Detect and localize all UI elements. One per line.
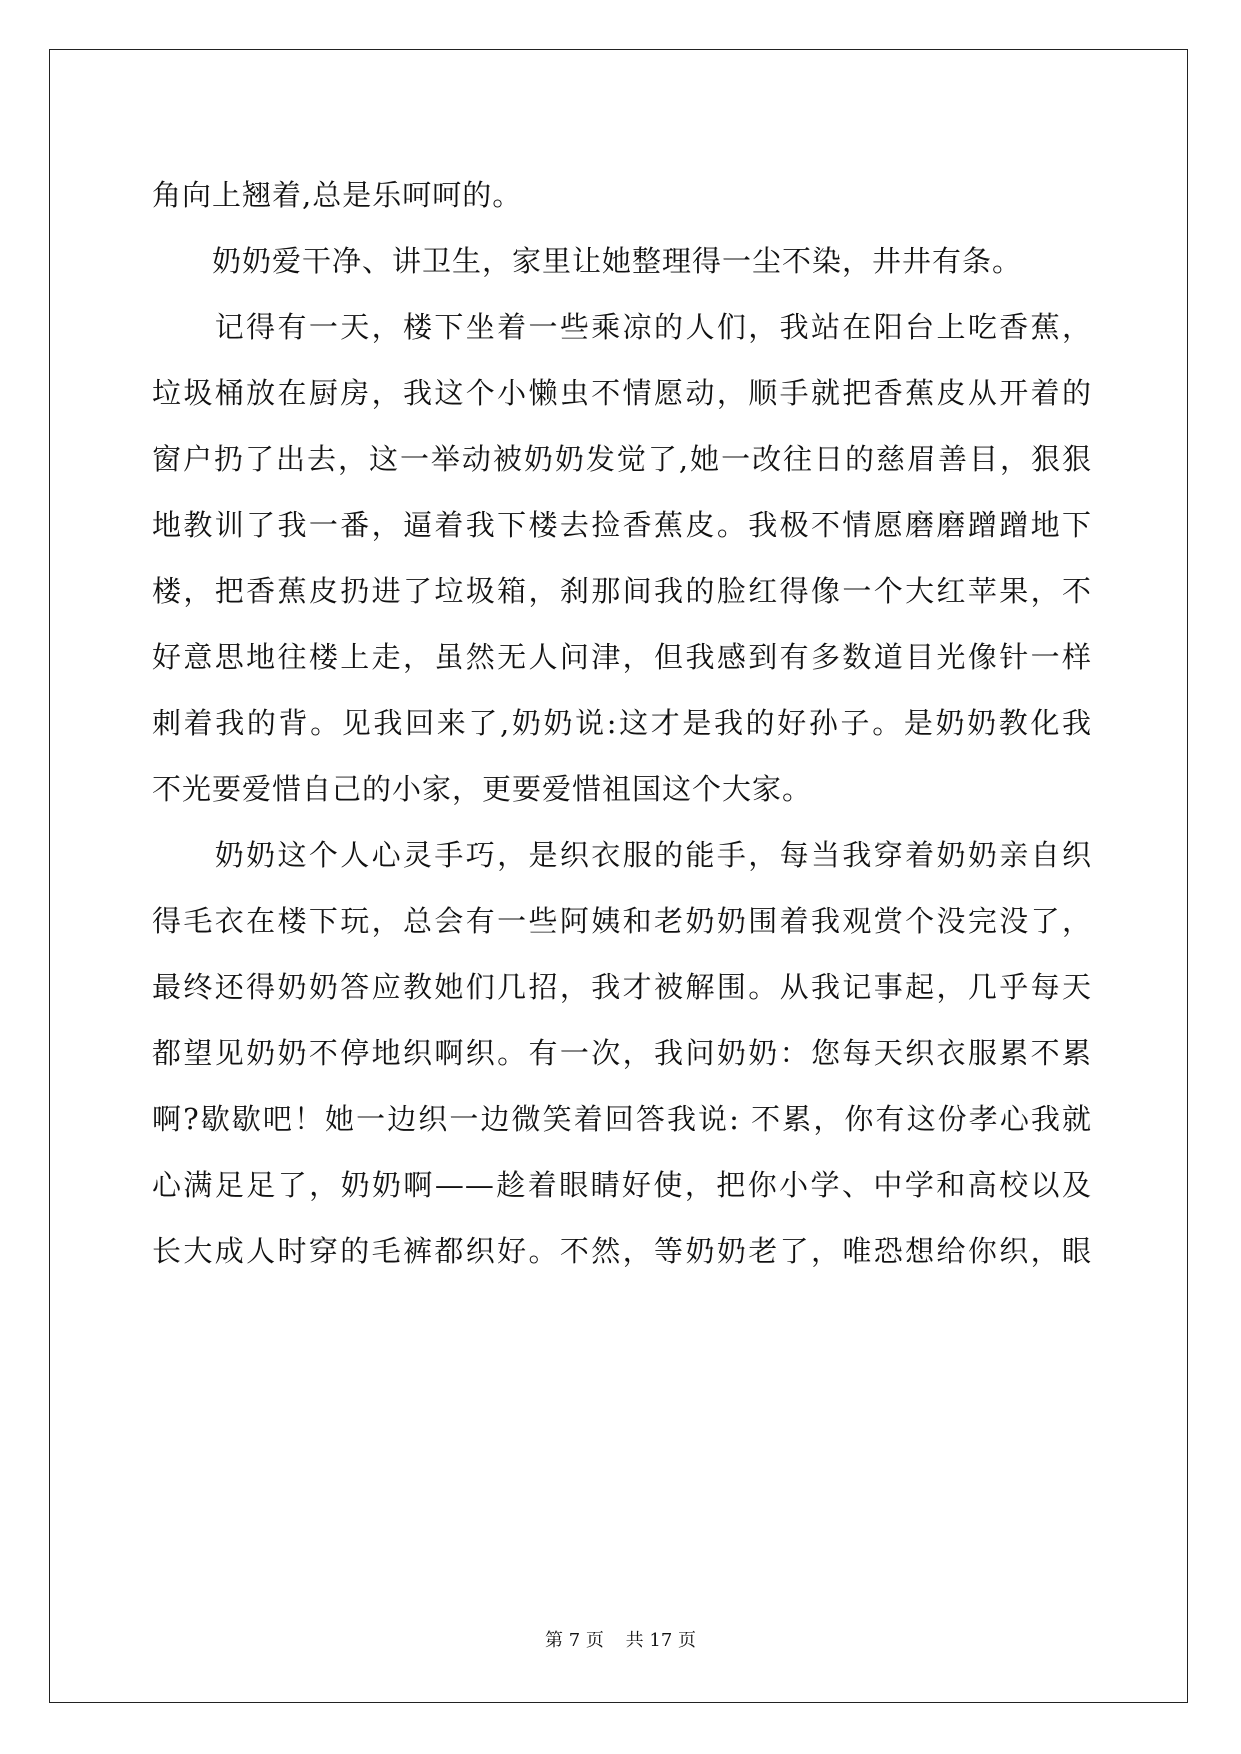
text-line: 记得有一天，楼下坐着一些乘凉的人们，我站在阳台上吃香蕉， <box>152 310 1092 344</box>
text-line: 刺着我的背。见我回来了,奶奶说:这才是我的好孙子。是奶奶教化我 <box>152 706 1092 740</box>
text-line: 啊?歇歇吧！她一边织一边微笑着回答我说: 不累，你有这份孝心我就 <box>152 1102 1092 1136</box>
text-line: 好意思地往楼上走，虽然无人问津，但我感到有多数道目光像针一样 <box>152 640 1092 674</box>
text-line: 不光要爱惜自己的小家，更要爱惜祖国这个大家。 <box>152 772 813 806</box>
text-line: 奶奶爱干净、讲卫生，家里让她整理得一尘不染，井井有条。 <box>152 244 1023 278</box>
text-line: 奶奶这个人心灵手巧，是织衣服的能手，每当我穿着奶奶亲自织 <box>152 838 1092 872</box>
text-line: 都望见奶奶不停地织啊织。有一次，我问奶奶：您每天织衣服累不累 <box>152 1036 1092 1070</box>
text-line: 得毛衣在楼下玩，总会有一些阿姨和老奶奶围着我观赏个没完没了， <box>152 904 1092 938</box>
text-line: 最终还得奶奶答应教她们几招，我才被解围。从我记事起，几乎每天 <box>152 970 1092 1004</box>
text-line: 心满足足了，奶奶啊——趁着眼睛好使，把你小学、中学和高校以及 <box>152 1168 1092 1202</box>
page-number: 第 7 页 <box>545 1630 604 1651</box>
body-text <box>152 162 1092 1284</box>
text-line: 长大成人时穿的毛裤都织好。不然，等奶奶老了，唯恐想给你织，眼 <box>152 1234 1092 1268</box>
text-line: 垃圾桶放在厨房，我这个小懒虫不情愿动，顺手就把香蕉皮从开着的 <box>152 376 1092 410</box>
text-line: 角向上翘着,总是乐呵呵的。 <box>152 178 523 212</box>
page-footer <box>0 1626 1241 1652</box>
text-line: 窗户扔了出去，这一举动被奶奶发觉了,她一改往日的慈眉善目，狠狠 <box>152 442 1092 476</box>
page-total: 共 17 页 <box>625 1630 696 1651</box>
text-line: 楼，把香蕉皮扔进了垃圾箱，刹那间我的脸红得像一个大红苹果，不 <box>152 574 1092 608</box>
text-line: 地教训了我一番，逼着我下楼去捡香蕉皮。我极不情愿磨磨蹭蹭地下 <box>152 508 1092 542</box>
